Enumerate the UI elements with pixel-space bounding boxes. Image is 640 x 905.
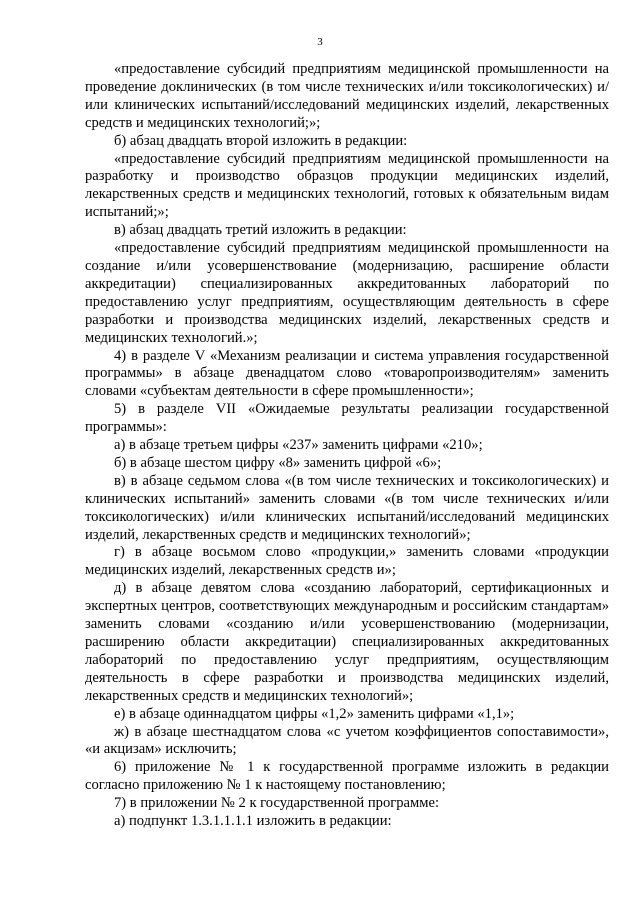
document-body	[85, 61, 609, 831]
paragraph-item-5-section-vii: 5) в разделе VII «Ожидаемые результаты реализации государственной программы»:	[85, 401, 609, 436]
page-number: 3	[317, 36, 323, 48]
paragraph-quote-subsidies-preclinical: «предоставление субсидий предприятиям медицинской промышленности на проведение доклинических (в том числе технических и/или токсикологических) и/или клинических испытаний/исследований медицинских изделий, лекарственных средств и медицинских технологий;»;	[85, 61, 609, 131]
paragraph-item-d-abzac-9: д) в абзаце девятом слова «созданию лабораторий, сертификационных и экспертных центров, соответствующих международным и российским стандартам» заменить словами «созданию и/или усовершенствованию (модернизации, расширению области аккредитации) специализированных аккредитованных лабораторий по предоставлению услуг предприятиям, осуществляющим деятельность в сфере разработки и производства медицинских изделий, лекарственных средств и медицинских технологий»;	[85, 580, 609, 704]
paragraph-item-6-appendix-1: 6) приложение № 1 к государственной программе изложить в редакции согласно приложению № 1 к настоящему постановлению;	[85, 759, 609, 794]
paragraph-item-a-subpoint: а) подпункт 1.3.1.1.1.1 изложить в редакции:	[114, 813, 392, 830]
paragraph-item-zh-abzac-16: ж) в абзаце шестнадцатом слова «с учетом коэффициентов сопоставимости», «и акцизам» исключить;	[85, 723, 609, 758]
paragraph-item-v-abzac-23: в) абзац двадцать третий изложить в редакции:	[114, 222, 407, 239]
paragraph-item-a-abzac-3: а) в абзаце третьем цифры «237» заменить цифрами «210»;	[114, 437, 483, 454]
paragraph-item-e-abzac-11: е) в абзаце одиннадцатом цифры «1,2» заменить цифрами «1,1»;	[114, 705, 515, 722]
paragraph-quote-subsidies-laboratories: «предоставление субсидий предприятиям медицинской промышленности на создание и/или усовершенствование (модернизацию, расширение области аккредитации) специализированных аккредитованных лабораторий по предоставлению услуг предприятиям, осуществляющим деятельность в сфере разработки и производства медицинских изделий, лекарственных средств и медицинских технологий.»;	[85, 240, 609, 346]
paragraph-item-4-section-v: 4) в разделе V «Механизм реализации и система управления государственной программы» в абзаце двенадцатом слово «товаропроизводителям» заменить словами «субъектам деятельности в сфере промышленности»;	[85, 347, 609, 400]
paragraph-item-b-abzac-22: б) абзац двадцать второй изложить в редакции:	[114, 132, 408, 149]
paragraph-quote-subsidies-development: «предоставление субсидий предприятиям медицинской промышленности на разработку и производство образцов продукции медицинских изделий, лекарственных средств и медицинских технологий, готовых к обязательным видам испытаний;»;	[85, 150, 609, 221]
paragraph-item-7-appendix-2: 7) в приложении № 2 к государственной программе:	[114, 795, 440, 812]
paragraph-item-b-abzac-6: б) в абзаце шестом цифру «8» заменить цифрой «6»;	[114, 454, 442, 471]
paragraph-item-v-abzac-7: в) в абзаце седьмом слова «(в том числе технических и токсикологических) и клинических испытаний» заменить словами «(в том числе технических и/или токсикологических) и/или клинических испытаний/исследований медицинских изделий, лекарственных средств и медицинских технологий»;	[85, 472, 609, 543]
paragraph-item-g-abzac-8: г) в абзаце восьмом слово «продукции,» заменить словами «продукции медицинских изделий, лекарственных средств и»;	[85, 544, 609, 579]
